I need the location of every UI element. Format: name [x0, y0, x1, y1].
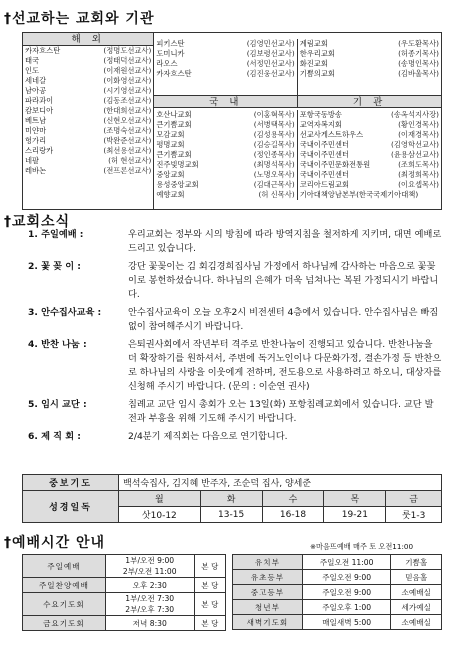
news-text: 침례교 교단 임시 총회가 오는 13일(화) 포항침례교회에서 있습니다. 교단 발전과 부흥을 위해 기도해 주시기 바랍니다. — [128, 399, 434, 424]
item-person: (시기영선교사) — [103, 86, 152, 95]
worship-right-table — [232, 554, 442, 630]
item-name: 레바논 — [25, 166, 47, 175]
schedule-time: 매일새벽 5:00 — [302, 615, 391, 630]
news-item — [28, 430, 442, 444]
item-name: 스리랑카 — [25, 146, 54, 155]
schedule-time: 1부/오전 7:30 2부/오후 7:30 — [105, 593, 194, 616]
schedule-time: 주일오전 9:00 — [302, 570, 391, 585]
item-name: 기쁨의교회 — [299, 69, 335, 78]
day-cell: 수 — [262, 491, 324, 507]
schedule-place: 본 당 — [194, 593, 225, 616]
schedule-row — [233, 600, 442, 615]
list-item — [154, 190, 296, 200]
institution-header: 기 관 — [352, 97, 387, 108]
item-person: (최명석목사) — [253, 160, 295, 169]
overseas-list-2 — [154, 39, 297, 95]
news-item — [28, 260, 442, 302]
news-text: 우리교회는 정부와 시의 방침에 따라 방역지침을 철저하게 지키며, 대면 예배로 드리고 있습니다. — [128, 229, 442, 254]
list-item — [23, 46, 153, 56]
prayer-label: 중보기도 — [23, 475, 119, 491]
schedule-place: 본 당 — [194, 578, 225, 593]
item-person: (윤용삼선교사) — [391, 150, 439, 159]
item-name: 헝가리 — [25, 136, 47, 145]
list-item — [23, 76, 153, 86]
prayer-names: 백석숙집사, 김지혜 반주자, 조순덕 집사, 양세준 — [119, 475, 442, 491]
item-person: (최선용선교사) — [103, 146, 152, 155]
schedule-time: 저녁 8:30 — [105, 616, 194, 631]
list-item — [154, 49, 296, 59]
item-person: (노명오목사) — [253, 170, 295, 179]
overseas-header: 해 외 — [23, 33, 153, 46]
worship-note: ※마음뜨예배 매주 토 오전11:00 — [310, 542, 414, 551]
item-name: 계림교회 — [299, 39, 328, 48]
schedule-row — [233, 585, 442, 600]
day-cell: 금 — [386, 491, 442, 507]
list-item — [154, 130, 296, 140]
item-name: 국내이주민센터 — [299, 140, 350, 149]
schedule-name: 수요기도회 — [23, 593, 106, 616]
schedule-place: 믿음홀 — [391, 570, 442, 585]
schedule-row — [23, 555, 226, 578]
item-person: (허종기목사) — [398, 49, 439, 58]
item-name: 도미니카 — [156, 49, 185, 58]
item-person: (송옥석지사장) — [391, 110, 439, 119]
item-name: 용성중앙교회 — [156, 180, 199, 189]
news-text: 은퇴권사회에서 작년부터 격주로 반찬나눔이 진행되고 있습니다. 반찬나눔을 더 확장하기를 원하셔서, 주변에 독거노인이나 다문화가정, 결손가정 등 반찬으로 하나님의 사랑을 이웃에게 전하며, 전도용으로 사용하려고 하오니, 대상자를 신청해 주시기 바랍니다. (문의 : 이순연 권사) — [128, 339, 442, 392]
range-cell: 삿10-12 — [119, 507, 201, 523]
worship-left-table — [22, 554, 226, 631]
item-name: 큰기쁨교회 — [156, 150, 192, 159]
item-person: (황인경목사) — [398, 120, 439, 129]
day-cell: 월 — [119, 491, 201, 507]
item-person: (조명숙선교사) — [103, 126, 152, 135]
item-person: (김동조선교사) — [103, 96, 152, 105]
item-person: (신현오선교사) — [103, 116, 152, 125]
item-person: (박완준선교사) — [103, 136, 152, 145]
item-person: (김대근목사) — [253, 180, 295, 189]
news-label: 4. 반찬 나눔 : — [28, 339, 87, 350]
prayer-reading-table — [22, 474, 442, 523]
range-cell: 룻1-3 — [386, 507, 442, 523]
item-name: 국내이주민센터 — [299, 150, 350, 159]
schedule-place: 소예배실 — [391, 615, 442, 630]
list-item — [23, 166, 153, 176]
list-item — [23, 156, 153, 166]
list-item — [23, 146, 153, 156]
news-label: 1. 주일예배 : — [28, 229, 84, 240]
item-person: (우도환목사) — [398, 39, 439, 48]
item-name: 피키스탄 — [156, 39, 185, 48]
schedule-place: 기쁨홀 — [391, 555, 442, 570]
schedule-place: 소예배실 — [391, 585, 442, 600]
schedule-name: 유치부 — [233, 555, 303, 570]
list-item — [154, 59, 296, 69]
item-person: (조희도목사) — [398, 160, 439, 169]
list-item — [154, 120, 296, 130]
item-person: (허 현선교사) — [108, 156, 152, 165]
list-item — [298, 190, 441, 200]
item-person: (허 신목사) — [258, 190, 295, 199]
item-name: 평명교회 — [156, 140, 185, 149]
news-item — [28, 398, 442, 426]
mission-table — [22, 32, 442, 210]
schedule-place: 세가예실 — [391, 600, 442, 615]
list-item — [154, 140, 296, 150]
item-name: 인도 — [25, 66, 40, 75]
list-item — [298, 39, 441, 49]
list-item — [298, 180, 441, 190]
schedule-time: 1부/오전 9:00 2부/오전 11:00 — [105, 555, 194, 578]
list-item — [298, 69, 441, 79]
news-item — [28, 338, 442, 394]
list-item — [298, 140, 441, 150]
reading-label: 성경일독 — [23, 491, 119, 523]
list-item — [23, 56, 153, 66]
item-name: 라오스 — [156, 59, 178, 68]
schedule-row — [233, 555, 442, 570]
schedule-place: 본 당 — [194, 555, 225, 578]
item-person: (김영민선교사) — [246, 39, 295, 48]
item-person: (송명인목사) — [398, 59, 439, 68]
schedule-name: 새벽기도회 — [233, 615, 303, 630]
item-person: (김성용목사) — [253, 130, 295, 139]
item-person: (서정민선교사) — [246, 59, 295, 68]
news-text: 강단 꽃꽂이는 김 회김경희집사님 가정에서 하나님께 감사하는 마음으로 꽃꽂이로 봉헌하셨습니다. 하나님의 은혜가 더욱 넘쳐나는 복된 가정되시기 바랍니다. — [128, 261, 439, 300]
news-item — [28, 306, 442, 334]
item-name: 카자흐스탄 — [156, 69, 192, 78]
list-item — [298, 120, 441, 130]
item-name: 태국 — [25, 56, 40, 65]
list-item — [23, 136, 153, 146]
item-name: 중앙교회 — [156, 170, 185, 179]
list-item — [23, 86, 153, 96]
item-name: 진주빛명교회 — [156, 160, 199, 169]
schedule-name: 유초등부 — [233, 570, 303, 585]
item-name: 교역자복지회 — [299, 120, 342, 129]
list-item — [298, 130, 441, 140]
institution-list — [298, 110, 441, 200]
domestic-institution-header — [154, 95, 441, 108]
list-item — [154, 39, 296, 49]
schedule-name: 청년부 — [233, 600, 303, 615]
day-cell: 목 — [324, 491, 386, 507]
item-person: (이재원선교사) — [103, 66, 152, 75]
schedule-name: 주일예배 — [23, 555, 106, 578]
item-name: 세네갈 — [25, 76, 47, 85]
item-name: 큰기쁨교회 — [156, 120, 192, 129]
schedule-row — [23, 578, 226, 593]
list-item — [298, 49, 441, 59]
item-person: (이홍혁목사) — [253, 110, 295, 119]
item-name: 포항국동방송 — [299, 110, 342, 119]
item-person: (이요셉목사) — [398, 180, 439, 189]
item-name: 기아대책앙남본부(한국국제기아대책) — [299, 190, 419, 199]
item-name: 카자흐스탄 — [25, 46, 61, 55]
list-item — [298, 150, 441, 160]
item-name: 모감교회 — [156, 130, 185, 139]
list-item — [154, 160, 296, 170]
news-label: 6. 제 직 회 : — [28, 431, 81, 442]
schedule-time: 주일오전 11:00 — [302, 555, 391, 570]
schedule-name: 중고등부 — [233, 585, 303, 600]
schedule-row — [23, 593, 226, 616]
news-text: 2/4분기 제직회는 다음으로 연기합니다. — [128, 431, 288, 442]
range-cell: 16-18 — [262, 507, 324, 523]
item-person: (이재경목사) — [398, 130, 439, 139]
schedule-time: 주일오전 9:00 — [302, 585, 391, 600]
news-text: 안수집사교육이 오늘 오후2시 비전센터 4층에서 있습니다. 안수집사님은 빠짐없이 참여해주시기 바랍니다. — [128, 307, 439, 332]
news-title: †교회소식 — [4, 214, 71, 230]
list-item — [23, 116, 153, 126]
item-person: (최정희목사) — [398, 170, 439, 179]
domestic-institution-lists — [154, 108, 441, 200]
schedule-place: 본 당 — [194, 616, 225, 631]
item-person: (김보령선교사) — [246, 49, 295, 58]
item-name: 국내이주민센터 — [299, 170, 350, 179]
range-cell: 13-15 — [200, 507, 262, 523]
item-name: 남아공 — [25, 86, 47, 95]
overseas-extra — [154, 33, 441, 95]
range-cell: 19-21 — [324, 507, 386, 523]
list-item — [298, 170, 441, 180]
news-label: 3. 안수집사교육 : — [28, 307, 102, 318]
item-name: 화진교회 — [299, 59, 328, 68]
list-item — [298, 59, 441, 69]
news-label: 5. 임시 교단 : — [28, 399, 87, 410]
day-cell: 화 — [200, 491, 262, 507]
item-name: 베트남 — [25, 116, 47, 125]
item-person: (전프론선교사) — [103, 166, 152, 175]
item-person: (한대희선교사) — [103, 106, 152, 115]
list-item — [154, 170, 296, 180]
item-person: (이화영선교사) — [103, 76, 152, 85]
schedule-time: 오후 2:30 — [105, 578, 194, 593]
item-name: 국내이주민문화전통원 — [299, 160, 371, 169]
item-name: 네팔 — [25, 156, 40, 165]
list-item — [298, 110, 441, 120]
right-columns — [154, 33, 441, 209]
item-person: (정명도선교사) — [103, 46, 152, 55]
item-person: (김진웅선교사) — [246, 69, 295, 78]
list-item — [154, 69, 296, 79]
news-label: 2. 꽃 꽂 이 : — [28, 261, 81, 272]
item-person: (서병택목사) — [253, 120, 295, 129]
item-name: 예향교회 — [156, 190, 185, 199]
schedule-row — [233, 570, 442, 585]
schedule-name: 금요기도회 — [23, 616, 106, 631]
list-item — [298, 160, 441, 170]
item-person: (정태덕선교사) — [103, 56, 152, 65]
news-item — [28, 228, 442, 256]
overseas-column — [23, 33, 154, 209]
item-name: 선교사게스트하우스 — [299, 130, 364, 139]
list-item — [154, 180, 296, 190]
schedule-name: 주일찬양예배 — [23, 578, 106, 593]
item-name: 파라과이 — [25, 96, 54, 105]
list-item — [23, 96, 153, 106]
schedule-time: 주일오후 1:00 — [302, 600, 391, 615]
schedule-row — [233, 615, 442, 630]
list-item — [154, 150, 296, 160]
item-person: (김영학선교사) — [391, 140, 439, 149]
item-name: 미얀마 — [25, 126, 47, 135]
item-name: 한우리교회 — [299, 49, 335, 58]
item-name: 캄보디아 — [25, 106, 54, 115]
news-list — [28, 228, 442, 448]
list-item — [154, 110, 296, 120]
item-person: (김승길목사) — [253, 140, 295, 149]
overseas-list — [23, 46, 153, 176]
list-item — [23, 106, 153, 116]
item-name: 코리아드림교회 — [299, 180, 350, 189]
domestic-list — [154, 110, 297, 200]
mission-title: †선교하는 교회와 기관 — [4, 11, 155, 27]
list-item — [23, 126, 153, 136]
item-person: (정인종목사) — [253, 150, 295, 159]
overseas-list-3 — [298, 39, 441, 95]
list-item — [23, 66, 153, 76]
item-name: 호산나교회 — [156, 110, 192, 119]
schedule-row — [23, 616, 226, 631]
item-person: (김바울목사) — [398, 69, 439, 78]
worship-title: †예배시간 안내 — [4, 535, 106, 551]
domestic-header: 국 내 — [154, 96, 298, 107]
